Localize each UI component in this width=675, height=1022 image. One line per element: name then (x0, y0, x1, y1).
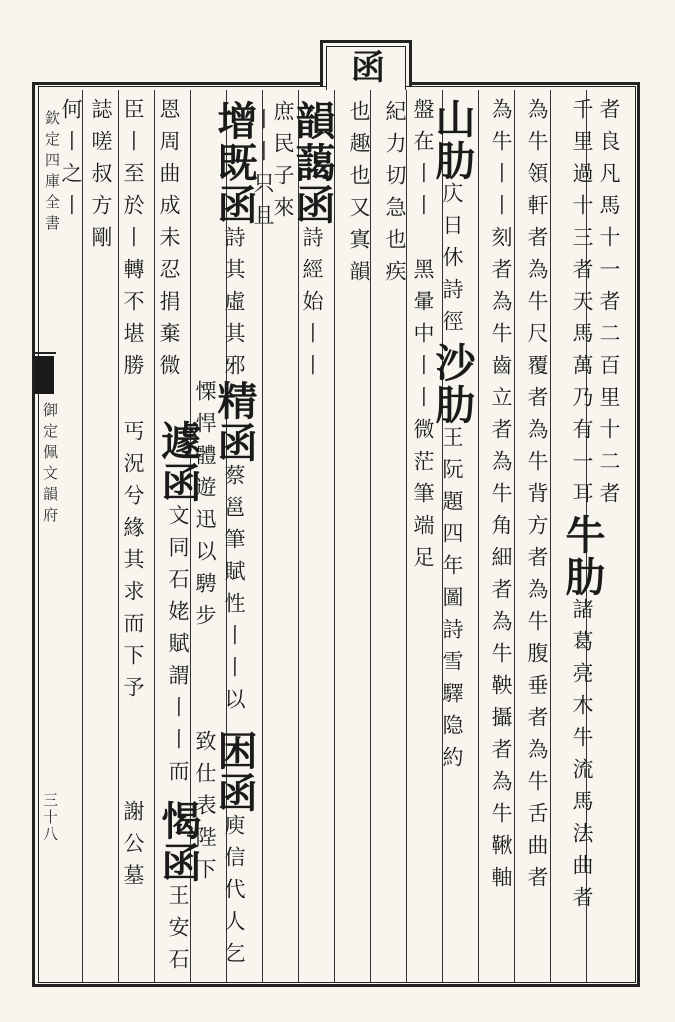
page-number: 三十八 (41, 792, 59, 843)
annotation-text: 黑暈中丨丨微茫筆端足 (411, 258, 435, 578)
margin-top-text: 欽定四庫全書 (43, 110, 61, 236)
headword: 精函 (211, 380, 258, 464)
header-tab-label: 函 (351, 48, 385, 88)
annotation-text: 紀力切急也疾 (383, 100, 407, 292)
annotation-text: 庂日休詩徑 (440, 182, 464, 342)
text-column (488, 98, 514, 898)
text-column (156, 420, 200, 792)
text-column (560, 98, 604, 918)
text-column (120, 800, 146, 896)
margin-side-title: 御定佩文韻府 (41, 402, 59, 528)
annotation-text: 也趣也又寘韻 (347, 100, 371, 292)
annotation-text: 丨丨只且 (251, 108, 275, 236)
annotation-text: 為牛丨丨刻者為牛齒立者為牛角細者為牛鞅攝者為牛鞦軸 (489, 98, 513, 898)
annotation-text: 千里過十三者天馬萬乃有一耳 (570, 98, 594, 514)
annotation-text: 慄悍體遊迅以騁步 (193, 380, 217, 636)
annotation-text: 詩經始丨丨 (300, 226, 324, 386)
text-column (382, 100, 408, 292)
annotation-text: 庶民子來 (271, 100, 295, 228)
annotation-text: 王安石 (166, 884, 190, 980)
text-column (346, 100, 372, 292)
text-column (250, 108, 276, 236)
text-column (430, 98, 474, 778)
text-column (212, 380, 256, 720)
annotation-text: 何丨之丨 (59, 98, 83, 226)
text-column (88, 98, 114, 258)
column-rule (514, 90, 515, 982)
headword: 沙肋 (429, 342, 476, 426)
column-rule (550, 90, 551, 982)
annotation-text: 文同石姥賦謂丨丨而 (166, 504, 190, 792)
annotation-text: 致仕表陛下 (193, 730, 217, 890)
annotation-text: 丐況兮緣其求而下予 (121, 420, 145, 708)
annotation-text: 王阮題四年圖詩雪驛隐約 (440, 426, 464, 778)
column-rule (118, 90, 119, 982)
annotation-text: 蔡邕筆賦性丨丨以 (222, 464, 246, 720)
annotation-text: 詩其虛其邪 (222, 226, 246, 386)
margin-divider (34, 352, 56, 354)
headword: 增既函 (211, 100, 258, 226)
text-column (212, 730, 256, 974)
annotation-text (411, 226, 435, 258)
annotation-text: 諸葛亮木牛流馬法曲者 (570, 598, 594, 918)
text-column (290, 100, 334, 386)
annotation-text: 庾信代人乞 (222, 814, 246, 974)
headword: 牛肋 (559, 514, 606, 598)
annotation-text: 謝公墓 (121, 800, 145, 896)
text-column (120, 420, 146, 708)
annotation-text: 者良凡馬十一者二百里十二者 (597, 98, 621, 514)
text-column (156, 800, 200, 980)
headword: 遽函 (155, 420, 202, 504)
annotation-text: 恩周曲成未忍捐棄微 (157, 98, 181, 386)
text-column (156, 98, 182, 386)
annotation-text: 盤在丨丨 (411, 98, 435, 226)
text-column (120, 98, 146, 386)
text-column (524, 98, 550, 898)
annotation-text: 為牛領軒者為牛尺覆者為牛背方者為牛腹垂者為牛舌曲者 (525, 98, 549, 898)
headword: 韻藹函 (289, 100, 336, 226)
margin-fishtail (34, 356, 54, 394)
headword: 困函 (211, 730, 258, 814)
text-column (58, 98, 84, 226)
column-rule (478, 90, 479, 982)
text-column (410, 98, 436, 578)
headword: 山肋 (429, 98, 476, 182)
annotation-text: 誌嗟叔方剛 (89, 98, 113, 258)
headword: 愒函 (155, 800, 202, 884)
annotation-text: 臣丨至於丨轉不堪勝 (121, 98, 145, 386)
